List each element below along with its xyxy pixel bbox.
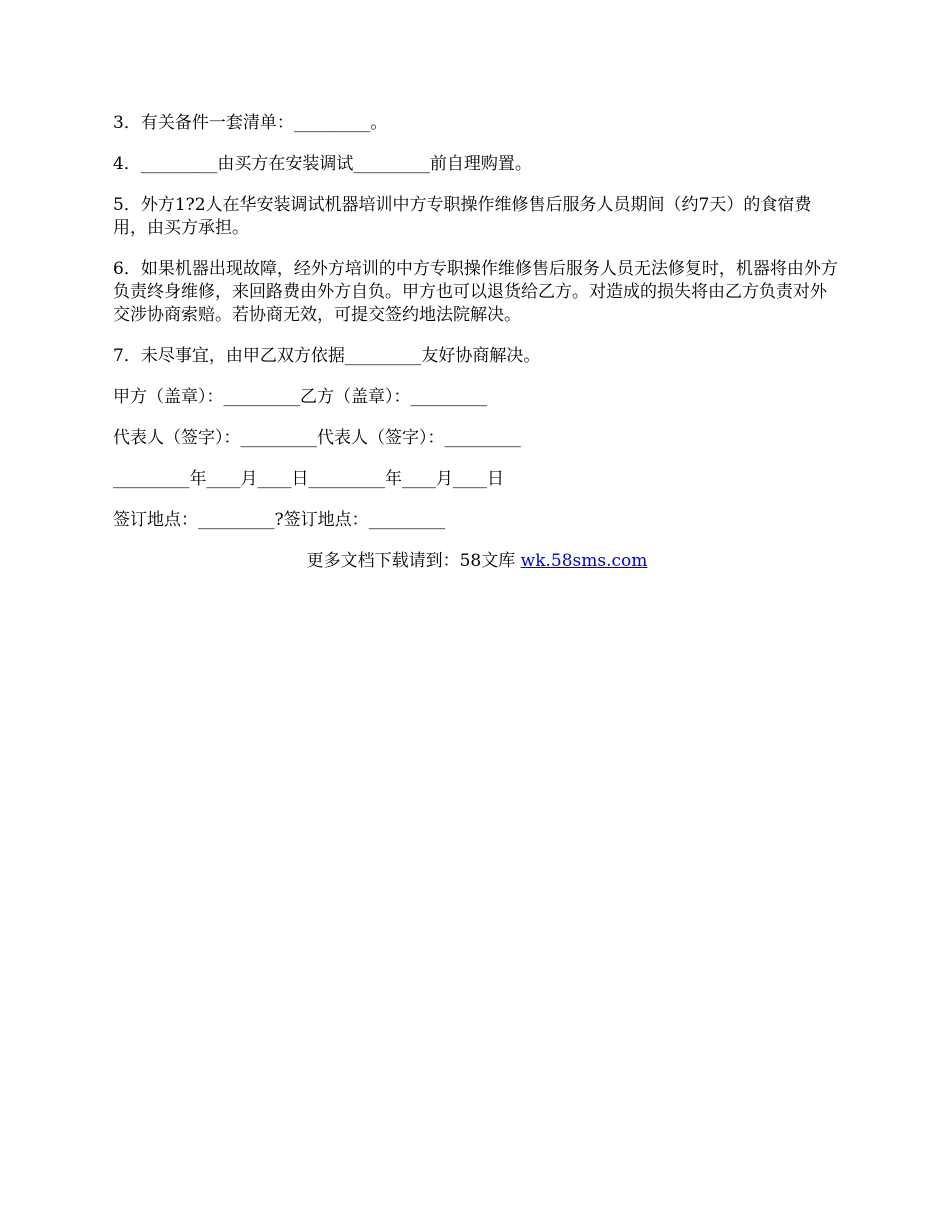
signing-location-line: 签订地点：_________?签订地点：_________ [113,510,446,530]
footer-link[interactable]: wk.58sms.com [520,551,648,571]
representative-signature-line: 代表人（签字）：_________代表人（签字）：_________ [113,428,521,448]
download-footer [113,550,841,573]
date-line: _________年____月____日_________年____月____日 [113,469,504,489]
clause-7: 7．未尽事宜，由甲乙双方依据_________友好协商解决。 [113,346,541,366]
clause-4: 4．_________由买方在安装调试_________前自理购置。 [113,154,532,174]
document-body [113,112,841,573]
clause-3: 3．有关备件一套清单：_________。 [113,113,388,133]
party-seal-line: 甲方（盖章）：_________乙方（盖章）：_________ [113,387,487,407]
footer-text: 更多文档下载请到：58文库 [306,551,521,571]
clause-6: 6．如果机器出现故障，经外方培训的中方专职操作维修售后服务人员无法修复时，机器将由外方负责终身维修，来回路费由外方自负。甲方也可以退货给乙方。对造成的损失将由乙方负责对外交涉协商索赔。若协商无效，可提交签约地法院解决。 [113,259,838,325]
clause-5: 5．外方1?2人在华安装调试机器培训中方专职操作维修售后服务人员期间（约7天）的食宿费用，由买方承担。 [113,195,812,238]
